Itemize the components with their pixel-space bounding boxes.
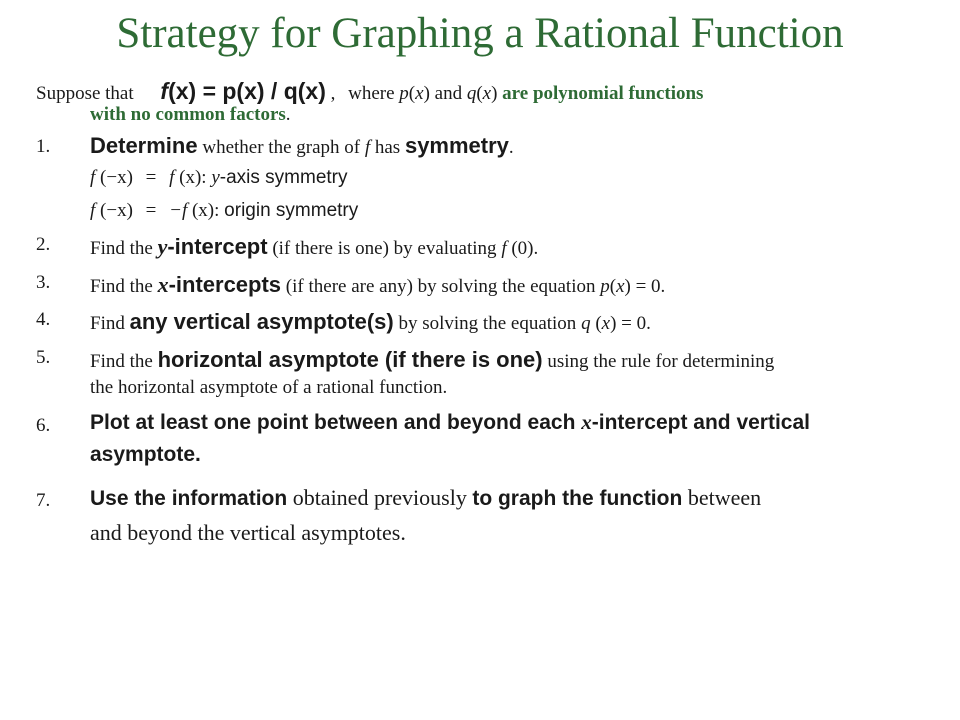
intro-line-2 [90,104,291,126]
step-6-line2: asymptote. [90,443,201,466]
o-sym-f2: −f [169,200,188,221]
y-sym-arg2: (x): [179,167,207,188]
step-3-xx: x [616,276,625,297]
intro-formula [160,78,325,104]
y-sym-y: y [211,167,220,188]
o-sym-arg1: (−x) [100,200,133,221]
step-3-e: ) = 0. [624,276,666,297]
step-1-number: 1. [36,136,51,157]
step-7 [36,485,936,551]
intro-and: and [434,83,463,104]
step-4-a: Find [90,313,125,334]
intro-formula-rest: (x) = p(x) / q(x) [168,78,326,104]
step-5-line2: the horizontal asymptote of a rational function. [90,377,448,398]
step-6-b: -intercept and vertical [591,411,810,434]
step-2-f: f [501,238,507,259]
intro-x1: x [415,83,424,104]
step-4-e: ) = 0. [610,313,651,334]
step-2-number: 2. [36,234,51,255]
y-sym-eq: = [145,167,157,188]
y-sym-desc: -axis symmetry [219,167,348,188]
step-3-x: x [157,272,169,297]
step-1-f: f [364,137,371,158]
intro-p: p [399,83,409,104]
intro-where: where [348,83,395,104]
o-sym-arg2: (x): [191,200,220,221]
step-4-c: by solving the equation [398,313,577,334]
step-4-number: 4. [36,309,51,330]
step-3-c: (if there are any) by solving the equation [285,276,596,297]
step-3-text [90,272,665,298]
step-2-text [90,234,538,260]
step-5-horizontal: horizontal asymptote (if there is one) [157,347,543,372]
step-2-c: (if there is one) by evaluating [272,238,497,259]
step-7-d: between [687,485,762,510]
intro-are-poly: are polynomial functions [502,83,704,104]
step-2-a: Find the [90,238,153,259]
intro-no-common: with no common factors [90,104,286,125]
step-7-c: to graph the function [472,487,683,510]
intro-x2: x [482,83,492,104]
step-1-text [90,133,514,159]
intro-comma: , [330,83,336,104]
y-axis-symmetry-rule [90,167,348,189]
step-7-text [90,485,761,511]
step-6-a: Plot at least one point between and beyond each [90,411,576,434]
step-2 [36,232,936,262]
y-sym-f2: f [169,167,175,188]
step-4-vertical: any vertical asymptote(s) [129,309,394,334]
step-1-has: has [374,137,401,158]
step-6-x: x [581,410,592,434]
step-3 [36,270,936,300]
step-7-number: 7. [36,490,51,511]
step-4-d: ( [595,313,602,334]
step-4-q: q [581,313,591,334]
step-3-number: 3. [36,272,51,293]
y-sym-arg1: (−x) [100,167,133,188]
step-4-xx: x [601,313,611,334]
step-3-d: ( [609,276,617,297]
origin-symmetry-rule [90,200,358,222]
step-1-symmetry: symmetry [404,133,509,158]
step-2-intercept: -intercept [167,234,268,259]
step-3-p: p [600,276,610,297]
step-4-text [90,309,651,335]
o-sym-eq: = [145,200,157,221]
step-2-d: (0). [511,238,539,259]
step-5-a: Find the [90,351,153,372]
step-1 [36,133,936,163]
step-7-a: Use the information [90,487,288,510]
step-5 [36,345,936,405]
step-6-text [90,410,810,435]
step-5-number: 5. [36,347,51,368]
step-1-period: . [508,137,514,158]
step-6-number: 6. [36,415,51,436]
step-7-b: obtained previously [292,485,467,510]
intro-period: . [285,104,291,125]
intro-suppose: Suppose that [36,83,134,104]
step-7-line2: and beyond the vertical asymptotes. [90,520,406,545]
step-4 [36,307,936,337]
o-sym-f1: f [90,200,96,221]
intro-line-1: Suppose that f(x) = p(x) / q(x) , where p(x) and q(x) are polynomial functions [36,78,704,104]
o-sym-desc: origin symmetry [224,200,359,221]
step-2-y: y [157,234,168,259]
y-sym-f1: f [90,167,96,188]
step-5-text [90,347,774,373]
intro-formula-f: f [160,78,169,104]
intro-q: q [466,83,477,104]
step-3-a: Find the [90,276,153,297]
step-6 [36,410,936,476]
step-1-determine: Determine [90,133,198,158]
step-3-intercepts: -intercepts [168,272,282,297]
step-5-c: using the rule for determining [547,351,775,372]
page-title: Strategy for Graphing a Rational Function [116,10,844,57]
step-1-b: whether the graph of [202,137,361,158]
